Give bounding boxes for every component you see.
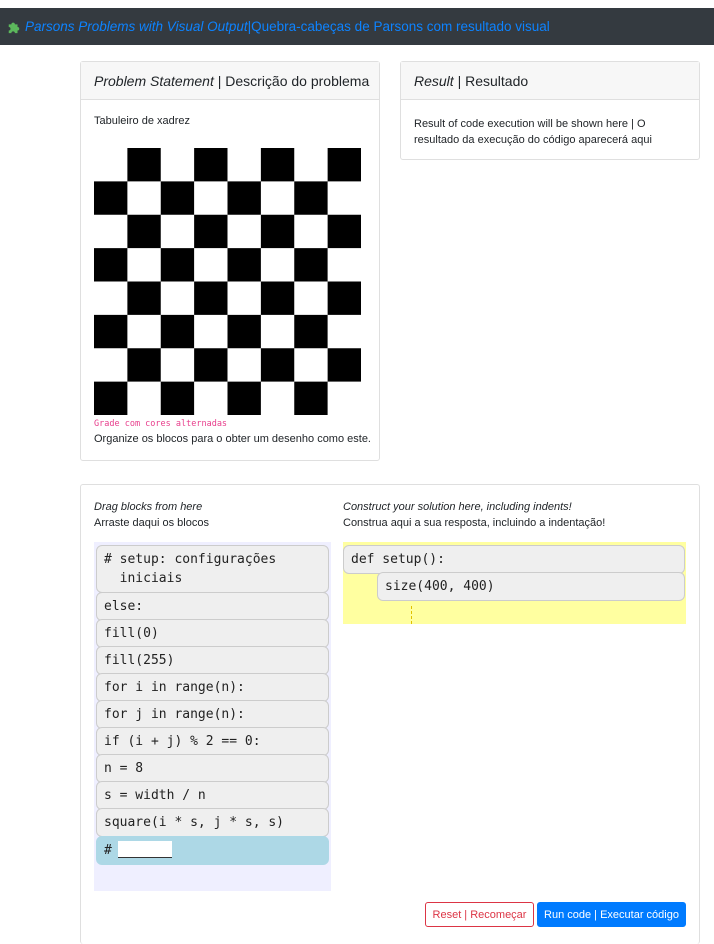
board-square — [94, 348, 128, 382]
source-label-pt: Arraste daqui os blocos — [94, 517, 209, 529]
code-block-if[interactable]: if (i + j) % 2 == 0: — [96, 727, 329, 756]
code-block-for-i[interactable]: for i in range(n): — [96, 673, 329, 702]
reset-button[interactable]: Reset | Recomeçar — [425, 902, 534, 927]
result-output: Result of code execution will be shown here | O resultado da execução do código aparecerá aqui — [414, 118, 652, 146]
board-square — [127, 315, 161, 349]
board-square — [228, 215, 262, 249]
image-caption: Grade com cores alternadas — [94, 419, 228, 429]
board-square — [127, 181, 161, 215]
board-square — [94, 382, 128, 415]
source-area[interactable] — [94, 542, 331, 891]
board-square — [294, 348, 328, 382]
board-square — [261, 348, 295, 382]
problem-statement-header — [81, 62, 379, 100]
navbar-title-pt[interactable]: Quebra-cabeças de Parsons com resultado visual — [251, 19, 550, 34]
board-square — [294, 248, 328, 282]
solution-block-size[interactable]: size(400, 400) — [377, 572, 685, 601]
board-square — [228, 315, 262, 349]
board-square — [194, 348, 228, 382]
board-square — [127, 148, 161, 182]
navbar — [0, 8, 714, 45]
board-square — [127, 215, 161, 249]
board-square — [328, 315, 361, 349]
board-square — [328, 181, 361, 215]
board-square — [261, 382, 295, 415]
source-label — [94, 499, 209, 531]
problem-statement-card — [80, 61, 380, 461]
board-square — [94, 148, 128, 182]
board-square — [261, 315, 295, 349]
board-square — [194, 248, 228, 282]
result-header-pt: Resultado — [465, 72, 529, 89]
board-square — [161, 282, 195, 316]
board-square — [261, 215, 295, 249]
problem-header-sep: | — [213, 72, 226, 89]
board-square — [161, 382, 195, 415]
board-square — [161, 181, 195, 215]
board-square — [194, 215, 228, 249]
result-header-en: Result — [414, 72, 454, 89]
board-square — [261, 181, 295, 215]
source-label-en: Drag blocks from here — [94, 501, 203, 513]
board-square — [328, 282, 361, 316]
problem-title: Tabuleiro de xadrez — [94, 115, 191, 127]
board-square — [294, 181, 328, 215]
result-card — [400, 61, 700, 160]
board-square — [94, 248, 128, 282]
board-square — [294, 382, 328, 415]
board-square — [127, 348, 161, 382]
board-square — [328, 215, 361, 249]
solution-area[interactable] — [343, 542, 686, 624]
board-square — [161, 148, 195, 182]
target-label-pt: Construa aqui a sua resposta, incluindo a indentação! — [343, 517, 606, 529]
board-square — [161, 315, 195, 349]
top-strip — [0, 0, 714, 8]
run-code-button[interactable]: Run code | Executar código — [537, 902, 686, 927]
problem-header-pt: Descrição do problema — [225, 72, 370, 89]
board-square — [94, 282, 128, 316]
board-square — [194, 315, 228, 349]
board-square — [261, 248, 295, 282]
board-square — [194, 282, 228, 316]
puzzle-icon — [7, 20, 21, 34]
board-square — [228, 282, 262, 316]
board-square — [261, 148, 295, 182]
board-square — [127, 282, 161, 316]
board-square — [294, 215, 328, 249]
solution-block-def-setup[interactable]: def setup(): — [343, 545, 685, 574]
board-square — [94, 315, 128, 349]
code-block-for-j[interactable]: for j in range(n): — [96, 700, 329, 729]
code-block-fill-255[interactable]: fill(255) — [96, 646, 329, 675]
code-block-else[interactable]: else: — [96, 592, 329, 621]
board-square — [161, 348, 195, 382]
parsons-workspace — [80, 484, 700, 944]
board-square — [228, 148, 262, 182]
board-square — [127, 382, 161, 415]
comment-hash: # — [104, 843, 112, 858]
board-square — [328, 348, 361, 382]
board-square — [328, 248, 361, 282]
board-square — [127, 248, 161, 282]
board-square — [94, 215, 128, 249]
code-block-s[interactable]: s = width / n — [96, 781, 329, 810]
board-square — [161, 215, 195, 249]
board-square — [228, 348, 262, 382]
code-block-n[interactable]: n = 8 — [96, 754, 329, 783]
comment-blank-input[interactable] — [118, 841, 172, 858]
board-square — [228, 248, 262, 282]
board-square — [194, 382, 228, 415]
target-label — [343, 499, 605, 531]
problem-instruction: Organize os blocos para o obter um desenho como este. — [94, 433, 371, 445]
problem-header-en: Problem Statement — [94, 72, 214, 89]
navbar-title-en[interactable]: Parsons Problems with Visual Output — [25, 19, 248, 34]
code-block-fill-0[interactable]: fill(0) — [96, 619, 329, 648]
board-square — [161, 248, 195, 282]
navbar-separator: | — [247, 19, 252, 34]
result-header-sep: | — [453, 72, 466, 89]
board-square — [328, 382, 361, 415]
board-square — [294, 315, 328, 349]
code-block-comment-input[interactable] — [96, 836, 329, 865]
target-label-en: Construct your solution here, including indents! — [343, 501, 572, 513]
board-square — [194, 181, 228, 215]
chessboard-image — [94, 148, 361, 415]
board-square — [328, 148, 361, 182]
board-square — [194, 148, 228, 182]
code-block-square[interactable]: square(i * s, j * s, s) — [96, 808, 329, 837]
board-square — [294, 148, 328, 182]
code-block-setup-comment[interactable]: # setup: configurações iniciais — [96, 545, 329, 593]
board-square — [261, 282, 295, 316]
board-square — [228, 181, 262, 215]
indent-guide — [411, 606, 412, 624]
board-square — [94, 181, 128, 215]
board-square — [228, 382, 262, 415]
result-header — [401, 62, 699, 100]
board-square — [294, 282, 328, 316]
